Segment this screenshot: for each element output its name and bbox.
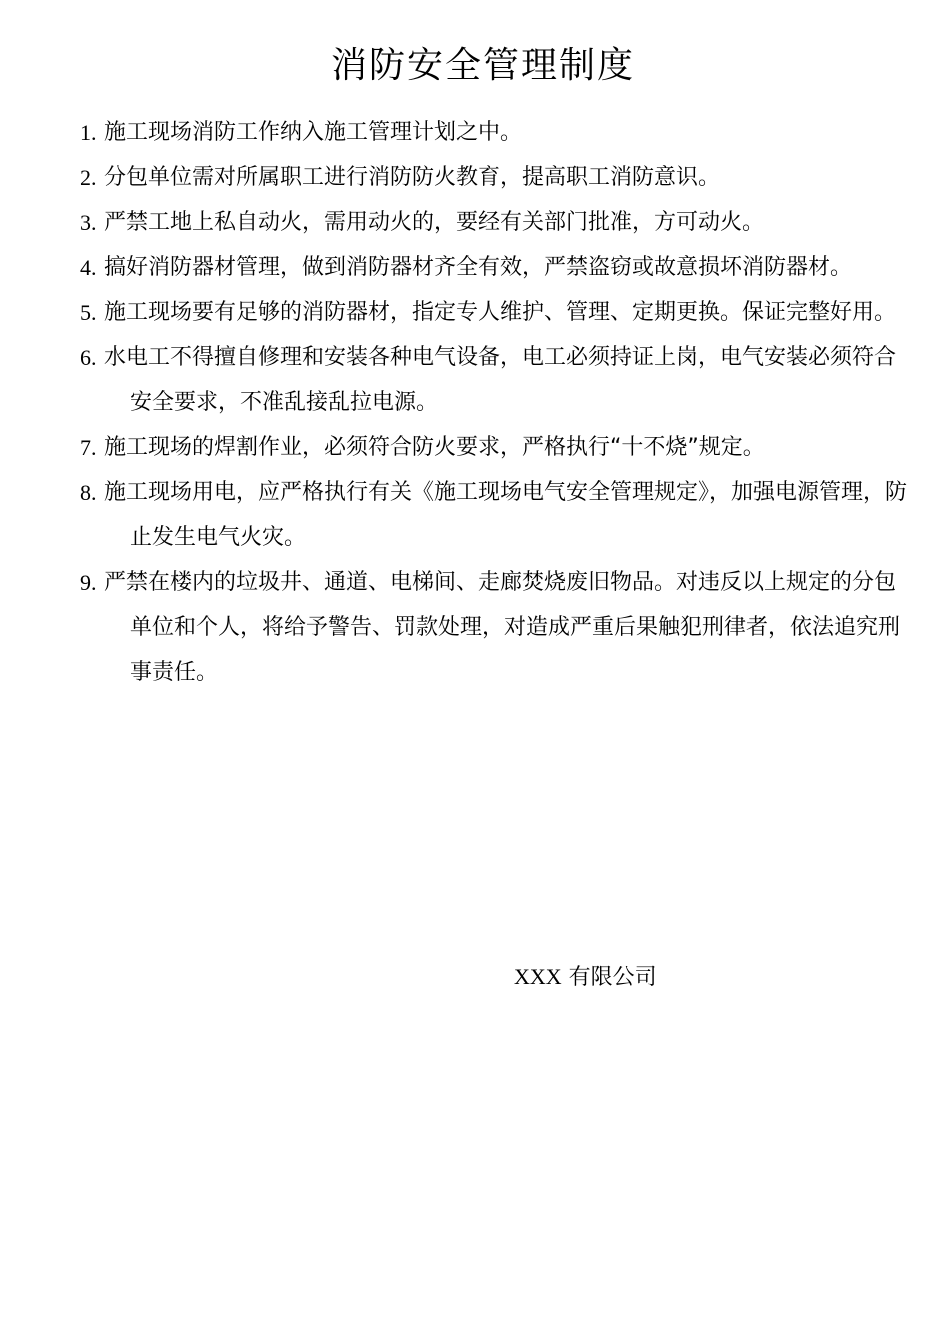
rule-item-2 <box>80 155 910 200</box>
document-title: 消防安全管理制度 <box>330 45 635 86</box>
rule-number: 8. <box>80 480 97 505</box>
rule-text: 严禁在楼内的垃圾井、通道、电梯间、走廊焚烧废旧物品。对违反以上规定的分包单位和个人，将给予警告、罚款处理，对造成严重后果触犯刑律者，依法追究刑事责任。 <box>104 570 901 685</box>
rule-number: 4. <box>80 255 97 280</box>
company-signature <box>514 955 657 1000</box>
rule-number: 3. <box>80 210 97 235</box>
rule-item-4 <box>80 245 910 290</box>
rule-text: 施工现场消防工作纳入施工管理计划之中。 <box>104 120 523 145</box>
rule-text: 分包单位需对所属职工进行消防防火教育，提高职工消防意识。 <box>104 165 721 190</box>
rule-item-3 <box>80 200 910 245</box>
company-suffix: 有限公司 <box>568 965 657 990</box>
rule-number: 5. <box>80 300 97 325</box>
rule-number: 2. <box>80 165 97 190</box>
rule-number: 7. <box>80 435 97 460</box>
rule-item-8 <box>80 470 910 560</box>
rule-number: 6. <box>80 345 97 370</box>
rule-item-5 <box>80 290 910 335</box>
rule-text: 施工现场用电，应严格执行有关《施工现场电气安全管理规定》，加强电源管理，防止发生电气火灾。 <box>104 480 908 550</box>
rule-item-9 <box>80 560 910 695</box>
rule-item-7 <box>80 425 910 470</box>
rule-number: 1. <box>80 120 97 145</box>
rule-text: 严禁工地上私自动火，需用动火的，要经有关部门批准，方可动火。 <box>104 210 765 235</box>
rule-text: 水电工不得擅自修理和安装各种电气设备，电工必须持证上岗，电气安装必须符合安全要求，不准乱接乱拉电源。 <box>104 345 897 415</box>
rule-text: 施工现场要有足够的消防器材，指定专人维护、管理、定期更换。保证完整好用。 <box>104 300 897 325</box>
rule-text: 搞好消防器材管理，做到消防器材齐全有效，严禁盗窃或故意损坏消防器材。 <box>104 255 853 280</box>
rule-item-6 <box>80 335 910 425</box>
rule-number: 9. <box>80 570 97 595</box>
company-prefix: XXX <box>514 964 562 989</box>
rules-list <box>80 110 910 695</box>
rule-item-1 <box>80 110 910 155</box>
rule-text: 施工现场的焊割作业，必须符合防火要求，严格执行“十不烧”规定。 <box>104 435 765 460</box>
